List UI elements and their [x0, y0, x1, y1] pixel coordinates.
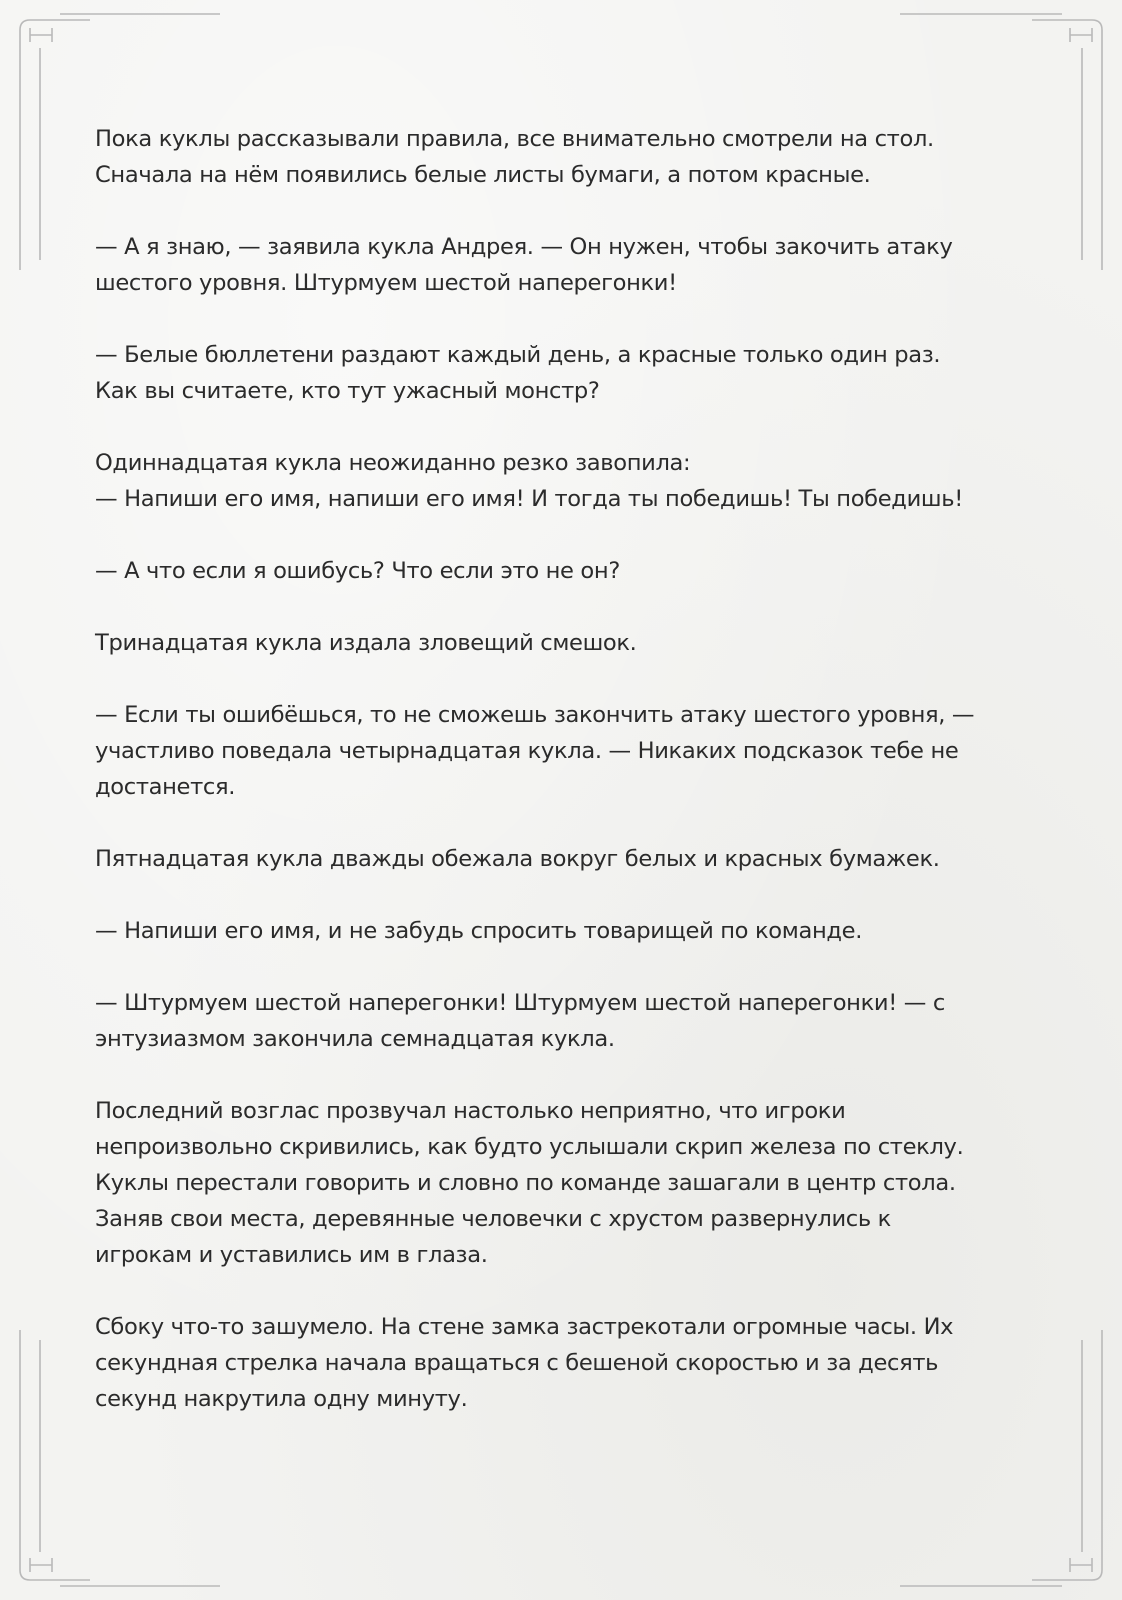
paragraph-10: — Штурмуем шестой наперегонки! Штурмуем шестой наперегонки! — с энтузиазмом закончила семнадцатая кукла. — [95, 990, 945, 1052]
paragraph-7: — Если ты ошибёшься, то не сможешь закончить атаку шестого уровня, — участливо поведала четырнадцатая кукла. — Никаких подсказок тебе не достанется. — [95, 702, 975, 800]
paragraph-12: Сбоку что-то зашумело. На стене замка застрекотали огромные часы. Их секундная стрелка начала вращаться с бешеной скоростью и за десять секунд накрутила одну минуту. — [95, 1314, 954, 1412]
paragraph-5: — А что если я ошибусь? Что если это не он? — [95, 558, 620, 584]
paragraph-1: Пока куклы рассказывали правила, все внимательно смотрели на стол. Сначала на нём появились белые листы бумаги, а потом красные. — [95, 126, 934, 188]
paragraph-11: Последний возглас прозвучал настолько неприятно, что игроки непроизвольно скривились, как будто услышали скрип железа по стеклу. Куклы перестали говорить и словно по команде зашагали в центр стола. Заняв свои места, деревянные человечки с хрустом развернулись к игрокам и уставились им в глаза. — [95, 1098, 964, 1268]
paragraph-6: Тринадцатая кукла издала зловещий смешок. — [95, 630, 637, 656]
paragraph-4: Одиннадцатая кукла неожиданно резко завопила: — Напиши его имя, напиши его имя! И тогда ты победишь! Ты победишь! — [95, 450, 963, 512]
paragraph-2: — А я знаю, — заявила кукла Андрея. — Он нужен, чтобы закочить атаку шестого уровня. Штурмуем шестой наперегонки! — [95, 234, 953, 296]
paragraph-3: — Белые бюллетени раздают каждый день, а красные только один раз. Как вы считаете, кто тут ужасный монстр? — [95, 342, 941, 404]
paragraph-8: Пятнадцатая кукла дважды обежала вокруг белых и красных бумажек. — [95, 846, 940, 872]
paragraph-9: — Напиши его имя, и не забудь спросить товарищей по команде. — [95, 918, 863, 944]
story-text — [95, 121, 1035, 1453]
